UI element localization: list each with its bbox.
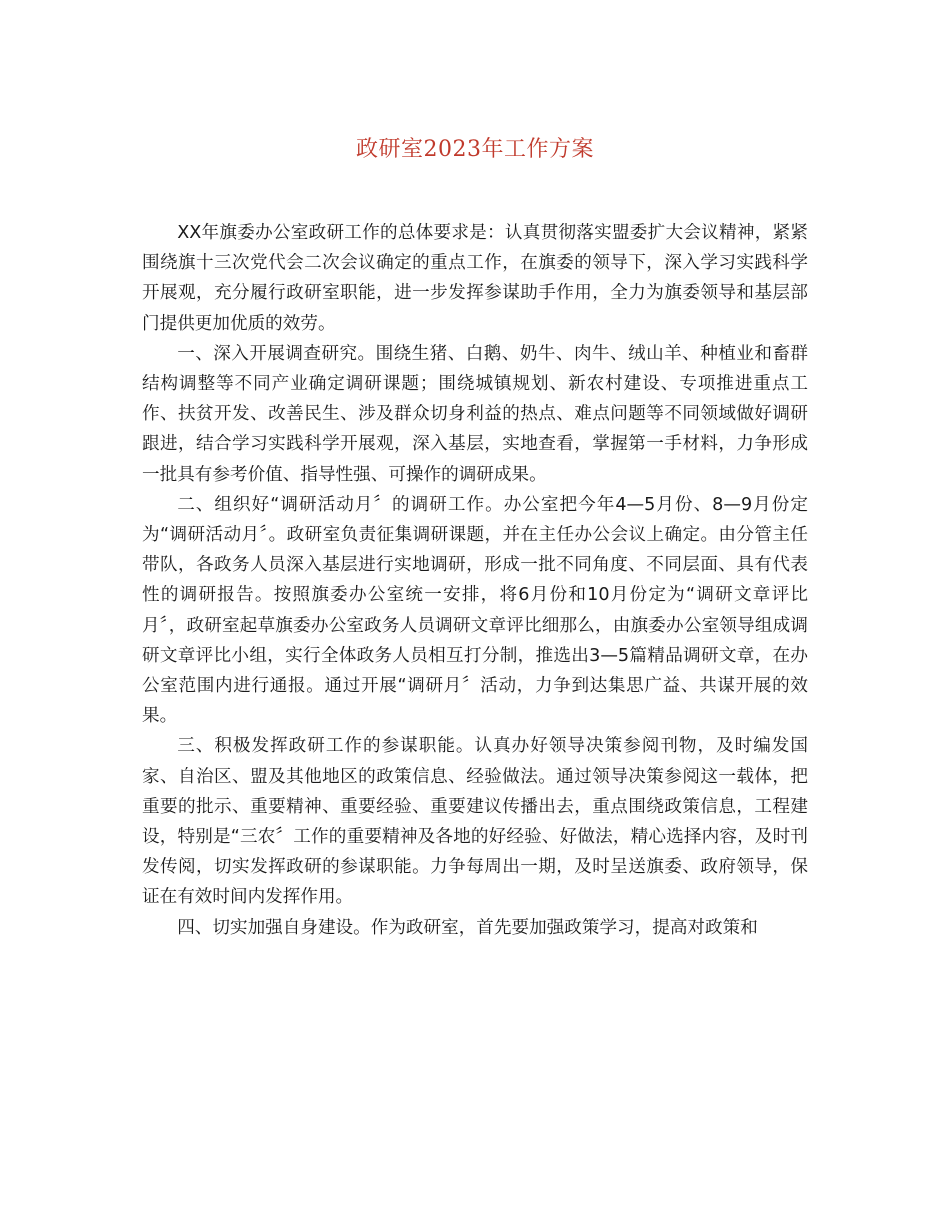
paragraph-section-3: 三、积极发挥政研工作的参谋职能。认真办好领导决策参阅刊物，及时编发国家、自治区、盟及其他地区的政策信息、经验做法。通过领导决策参阅这一载体，把重要的批示、重要精神、重要经验、重要建议传播出去，重点围绕政策信息，工程建设，特别是“三农〞工作的重要精神及各地的好经验、好做法，精心选择内容，及时刊发传阅，切实发挥政研的参谋职能。力争每周出一期，及时呈送旗委、政府领导，保证在有效时间内发挥作用。: [142, 736, 808, 908]
paragraph-section-4: 四、切实加强自身建设。作为政研室，首先要加强政策学习，提高对政策和: [177, 917, 758, 938]
document-body: [142, 218, 808, 943]
document-title: 政研室2023年工作方案: [356, 137, 594, 162]
paragraph-section-1: 一、深入开展调查研究。围绕生猪、白鹅、奶牛、肉牛、绒山羊、种植业和畜群结构调整等不同产业确定调研课题；围绕城镇规划、新农村建设、专项推进重点工作、扶贫开发、改善民生、涉及群众切身利益的热点、难点问题等不同领域做好调研跟进，结合学习实践科学开展观，深入基层，实地查看，掌握第一手材料，力争形成一批具有参考价值、指导性强、可操作的调研成果。: [142, 343, 808, 485]
paragraph-section-2: 二、组织好“调研活动月〞的调研工作。办公室把今年4—5月份、8—9月份定为“调研活动月〞。政研室负责征集调研课题，并在主任办公会议上确定。由分管主任带队，各政务人员深入基层进行实地调研，形成一批不同角度、不同层面、具有代表性的调研报告。按照旗委办公室统一安排，将6月份和10月份定为“调研文章评比月〞，政研室起草旗委办公室政务人员调研文章评比细那么，由旗委办公室领导组成调研文章评比小组，实行全体政务人员相互打分制，推选出3—5篇精品调研文章，在办公室范围内进行通报。通过开展“调研月〞活动，力争到达集思广益、共谋开展的效果。: [142, 494, 808, 727]
paragraph-intro: XX年旗委办公室政研工作的总体要求是：认真贯彻落实盟委扩大会议精神，紧紧围绕旗十三次党代会二次会议确定的重点工作，在旗委的领导下，深入学习实践科学开展观，充分履行政研室职能，进一步发挥参谋助手作用，全力为旗委领导和基层部门提供更加优质的效劳。: [142, 223, 808, 334]
